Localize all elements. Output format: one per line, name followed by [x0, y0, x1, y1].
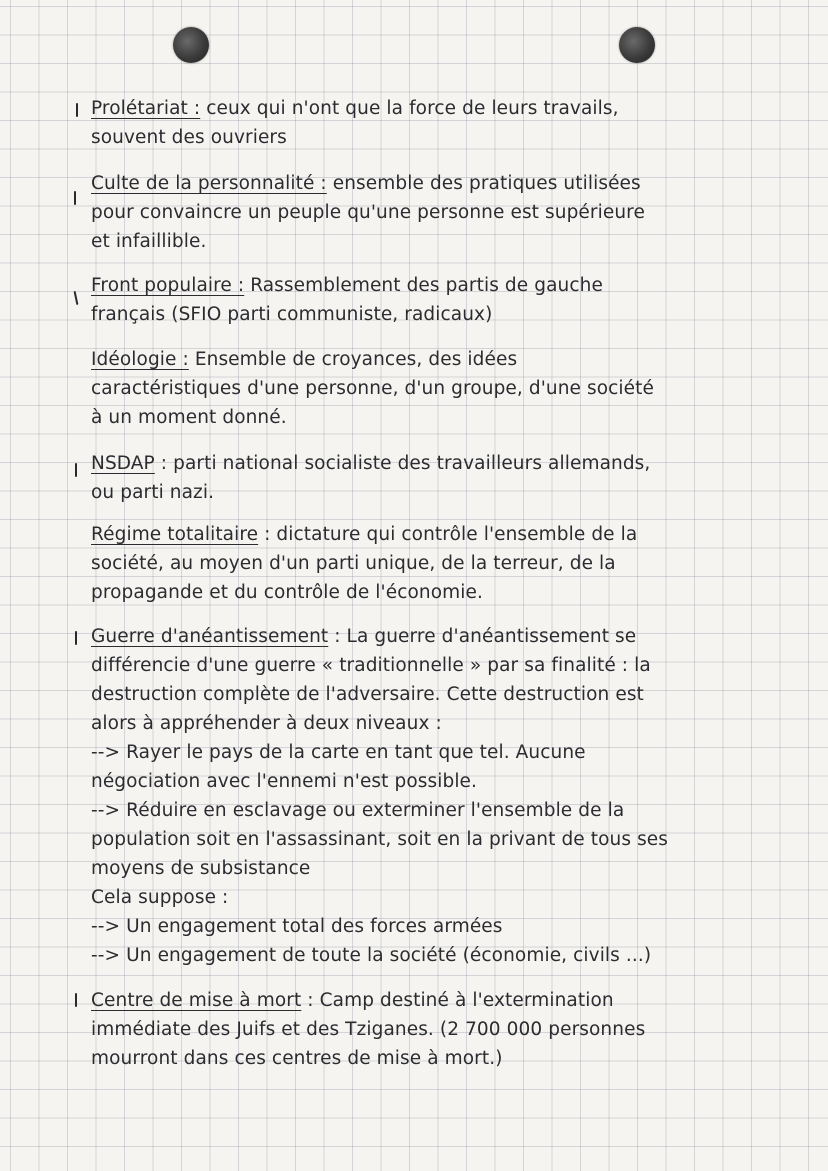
- definition-text: --> Rayer le pays de la carte en tant que tel. Aucune: [91, 742, 586, 763]
- definition-guerre-aneantissement: [91, 622, 731, 970]
- definition-text: : dictature qui contrôle l'ensemble de la: [258, 524, 638, 545]
- margin-marker: [75, 631, 77, 645]
- definition-regime-totalitaire: [91, 520, 731, 607]
- margin-marker: [76, 103, 78, 117]
- definition-text: population soit en l'assassinant, soit en la privant de tous ses: [91, 829, 669, 850]
- definition-text: immédiate des Juifs et des Tziganes. (2 700 000 personnes: [91, 1019, 646, 1040]
- definition-text: à un moment donné.: [91, 407, 287, 428]
- term: Régime totalitaire: [91, 524, 259, 545]
- definition-text: ceux qui n'ont que la force de leurs travails,: [200, 98, 619, 119]
- binder-hole-left: [173, 27, 209, 63]
- definition-text: Cela suppose :: [91, 887, 229, 908]
- definition-centre-mise-a-mort: [91, 986, 731, 1073]
- definition-text: : La guerre d'anéantissement se: [328, 626, 637, 647]
- term: Centre de mise à mort: [91, 990, 302, 1011]
- margin-marker: [75, 463, 77, 477]
- definition-text: Rassemblement des partis de gauche: [244, 275, 603, 296]
- definition-text: : Camp destiné à l'extermination: [301, 990, 614, 1011]
- definition-text: négociation avec l'ennemi n'est possible.: [91, 771, 478, 792]
- definition-text: propagande et du contrôle de l'économie.: [91, 582, 483, 603]
- definition-text: --> Un engagement total des forces armées: [91, 916, 503, 937]
- term: Culte de la personnalité :: [91, 173, 327, 194]
- definition-front-populaire: [91, 271, 731, 329]
- definition-text: souvent des ouvriers: [91, 127, 287, 148]
- definition-text: société, au moyen d'un parti unique, de la terreur, de la: [91, 553, 616, 574]
- definition-text: ensemble des pratiques utilisées: [326, 173, 641, 194]
- margin-marker: [74, 291, 79, 305]
- definition-text: alors à appréhender à deux niveaux :: [91, 713, 442, 734]
- definition-text: --> Réduire en esclavage ou exterminer l'ensemble de la: [91, 800, 625, 821]
- margin-marker: [74, 191, 76, 205]
- term: Front populaire :: [91, 275, 245, 296]
- definition-text: --> Un engagement de toute la société (économie, civils ...): [91, 945, 652, 966]
- definition-culte-personnalite: [91, 169, 731, 256]
- definition-ideologie: [91, 345, 731, 432]
- definition-text: : parti national socialiste des travailleurs allemands,: [154, 453, 651, 474]
- definition-text: Ensemble de croyances, des idées: [188, 349, 518, 370]
- term: Prolétariat :: [91, 98, 201, 119]
- margin-marker: [75, 993, 77, 1007]
- definition-text: français (SFIO parti communiste, radicaux): [91, 304, 493, 325]
- definition-text: moyens de subsistance: [91, 858, 311, 879]
- definition-text: caractéristiques d'une personne, d'un groupe, d'une société: [91, 378, 654, 399]
- term: Guerre d'anéantissement: [91, 626, 329, 647]
- term: Idéologie :: [91, 349, 189, 370]
- binder-hole-right: [619, 27, 655, 63]
- definition-text: ou parti nazi.: [91, 482, 215, 503]
- definition-text: différencie d'une guerre « traditionnelle » par sa finalité : la: [91, 655, 651, 676]
- definition-text: pour convaincre un peuple qu'une personne est supérieure: [91, 202, 645, 223]
- definition-text: destruction complète de l'adversaire. Cette destruction est: [91, 684, 644, 705]
- definition-nsdap: [91, 449, 731, 507]
- definition-proletariat: [91, 94, 731, 152]
- definition-text: mourront dans ces centres de mise à mort.): [91, 1048, 503, 1069]
- definition-text: et infaillible.: [91, 231, 207, 252]
- term: NSDAP: [91, 453, 155, 474]
